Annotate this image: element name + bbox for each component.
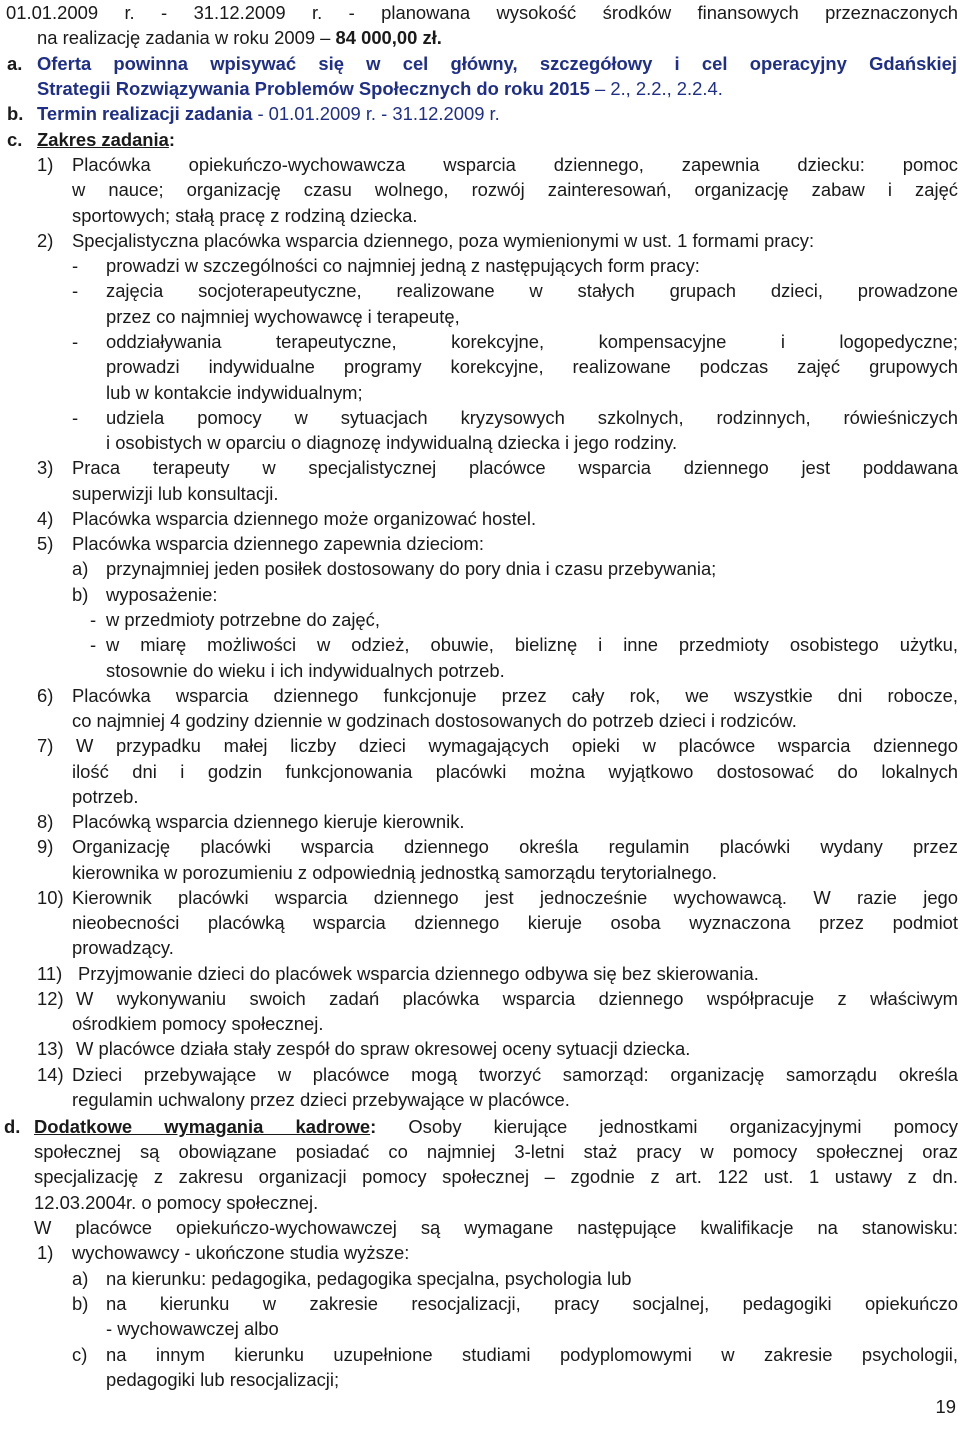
item-number: 1)	[37, 154, 54, 175]
item-line: potrzeb.	[72, 786, 139, 807]
subitem-marker: b)	[72, 1293, 89, 1314]
item-number: 6)	[37, 685, 54, 706]
item-number: 2)	[37, 230, 54, 251]
item-line: W przypadku małej liczby dzieci wymagających opieki w placówce wsparcia dziennego	[76, 735, 958, 756]
section-d-heading: Dodatkowe wymagania kadrowe: Osoby kierujące jednostkami organizacyjnymi pomocy	[34, 1116, 958, 1137]
item-line: wychowawcy - ukończone studia wyższe:	[72, 1242, 410, 1263]
item-line: wyposażenie:	[106, 584, 218, 605]
item-number: 7)	[37, 735, 54, 756]
item-number: 1)	[37, 1242, 54, 1263]
item-number: 13)	[37, 1038, 64, 1059]
item-line: w nauce; organizację czasu wolnego, rozwój zainteresowań, organizację zabaw i zajęć	[72, 179, 958, 200]
section-d-line: 12.03.2004r. o pomocy społecznej.	[34, 1192, 319, 1213]
item-line: udziela pomocy w sytuacjach kryzysowych szkolnych, rodzinnych, rówieśniczych	[106, 407, 958, 428]
item-line: Placówka wsparcia dziennego może organizować hostel.	[72, 508, 537, 529]
item-line: w przedmioty potrzebne do zajęć,	[106, 609, 380, 630]
item-line: Specjalistyczna placówka wsparcia dziennego, poza wymienionymi w ust. 1 formami pracy:	[72, 230, 815, 251]
item-line: kierownika w porozumieniu z odpowiednią jednostką samorządu terytorialnego.	[72, 862, 718, 883]
page-number: 19	[935, 1396, 956, 1417]
item-line: prowadzi indywidualne programy korekcyjne, realizowane podczas zajęć grupowych	[106, 356, 958, 377]
item-line: prowadzący.	[72, 937, 174, 958]
period-line: 01.01.2009 r. - 31.12.2009 r. - planowana wysokość środków finansowych przeznaczonych	[6, 2, 958, 23]
item-number: 9)	[37, 836, 54, 857]
section-a-line1: Oferta powinna wpisywać się w cel główny, szczegółowy i cel operacyjny Gdańskiej	[37, 53, 957, 74]
item-line: Przyjmowanie dzieci do placówek wsparcia dziennego odbywa się bez skierowania.	[78, 963, 759, 984]
item-number: 4)	[37, 508, 54, 529]
dash-marker: -	[72, 407, 79, 428]
item-number: 10)	[37, 887, 64, 908]
subitem-marker: b)	[72, 584, 89, 605]
item-line: sportowych; stałą pracę z rodziną dziecka.	[72, 205, 418, 226]
item-line: i osobistych w oparciu o diagnozę indywidualną dziecka i jego rodziny.	[106, 432, 678, 453]
section-a-marker: a.	[7, 53, 23, 74]
dash-marker: -	[72, 331, 79, 352]
item-line: zajęcia socjoterapeutyczne, realizowane w stałych grupach dzieci, prowadzone	[106, 280, 958, 301]
item-line: Placówką wsparcia dziennego kieruje kierownik.	[72, 811, 465, 832]
section-a-line2: Strategii Rozwiązywania Problemów Społecznych do roku 2015 – 2., 2.2., 2.2.4.	[37, 78, 723, 99]
item-line: oddziaływania terapeutyczne, korekcyjne, kompensacyjne i logopedyczne;	[106, 331, 958, 352]
dash-marker: -	[90, 634, 97, 655]
section-d-line: specjalizację z zakresu organizacji pomocy społecznej – zgodnie z art. 122 ust. 1 ustawy z dn.	[34, 1166, 958, 1187]
item-line: Placówka wsparcia dziennego funkcjonuje przez cały rok, we wszystkie dni robocze,	[72, 685, 958, 706]
section-c-marker: c.	[7, 129, 23, 150]
item-line: Organizację placówki wsparcia dziennego określa regulamin placówki wydany przez	[72, 836, 958, 857]
item-line: na kierunku: pedagogika, pedagogika specjalna, psychologia lub	[106, 1268, 632, 1289]
item-number: 3)	[37, 457, 54, 478]
item-line: na kierunku w zakresie resocjalizacji, pracy socjalnej, pedagogiki opiekuńczo	[106, 1293, 958, 1314]
dash-marker: -	[72, 280, 79, 301]
item-line: Placówka wsparcia dziennego zapewnia dzieciom:	[72, 533, 484, 554]
item-line: Praca terapeuty w specjalistycznej placówce wsparcia dziennego jest poddawana	[72, 457, 958, 478]
item-line: - wychowawczej albo	[106, 1318, 279, 1339]
item-line: W wykonywaniu swoich zadań placówka wsparcia dziennego współpracuje z właściwym	[76, 988, 958, 1009]
item-line: przynajmniej jeden posiłek dostosowany do pory dnia i czasu przebywania;	[106, 558, 717, 579]
item-line: przez co najmniej wychowawcę i terapeutę,	[106, 306, 460, 327]
item-line: na innym kierunku uzupełnione studiami podyplomowymi w zakresie psychologii,	[106, 1344, 958, 1365]
item-line: w miarę możliwości w odzież, obuwie, bieliznę i inne przedmioty osobistego użytku,	[106, 634, 958, 655]
item-line: co najmniej 4 godziny dziennie w godzinach dostosowanych do potrzeb dzieci i rodziców.	[72, 710, 797, 731]
item-line: lub w kontakcie indywidualnym;	[106, 382, 363, 403]
item-number: 11)	[37, 963, 63, 984]
item-line: Dzieci przebywające w placówce mogą tworzyć samorząd: organizację samorządu określa	[72, 1064, 958, 1085]
item-line: ilość dni i godzin funkcjonowania placówki można wyjątkowo dostosować do lokalnych	[72, 761, 958, 782]
item-number: 8)	[37, 811, 54, 832]
subitem-marker: a)	[72, 558, 89, 579]
section-b-marker: b.	[7, 103, 24, 124]
item-line: Kierownik placówki wsparcia dziennego jest jednocześnie wychowawcą. W razie jego	[72, 887, 958, 908]
section-b-line: Termin realizacji zadania - 01.01.2009 r. - 31.12.2009 r.	[37, 103, 500, 124]
subitem-marker: a)	[72, 1268, 89, 1289]
item-line: ośrodkiem pomocy społecznej.	[72, 1013, 324, 1034]
item-line: prowadzi w szczególności co najmniej jedną z następujących form pracy:	[106, 255, 700, 276]
dash-marker: -	[72, 255, 79, 276]
dash-marker: -	[90, 609, 97, 630]
item-line: W placówce działa stały zespół do spraw okresowej oceny sytuacji dziecka.	[76, 1038, 691, 1059]
item-line: superwizji lub konsultacji.	[72, 483, 279, 504]
section-c-heading: Zakres zadania:	[37, 129, 175, 150]
item-line: stosownie do wieku i ich indywidualnych potrzeb.	[106, 660, 505, 681]
budget-line: na realizację zadania w roku 2009 – 84 000,00 zł.	[37, 27, 442, 48]
item-line: regulamin uchwalony przez dzieci przebywające w placówce.	[72, 1089, 570, 1110]
section-d-line: społecznej są obowiązane posiadać co najmniej 3-letni staż pracy w pomocy społecznej oraz	[34, 1141, 958, 1162]
item-number: 5)	[37, 533, 54, 554]
item-line: Placówka opiekuńczo-wychowawcza wsparcia dziennego, zapewnia dziecku: pomoc	[72, 154, 958, 175]
subitem-marker: c)	[72, 1344, 88, 1365]
section-d-line: W placówce opiekuńczo-wychowawczej są wymagane następujące kwalifikacje na stanowisku:	[34, 1217, 958, 1238]
item-number: 14)	[37, 1064, 64, 1085]
section-d-marker: d.	[4, 1116, 21, 1137]
item-number: 12)	[37, 988, 64, 1009]
item-line: nieobecności placówką wsparcia dziennego kieruje osoba wyznaczona przez podmiot	[72, 912, 958, 933]
item-line: pedagogiki lub resocjalizacji;	[106, 1369, 340, 1390]
